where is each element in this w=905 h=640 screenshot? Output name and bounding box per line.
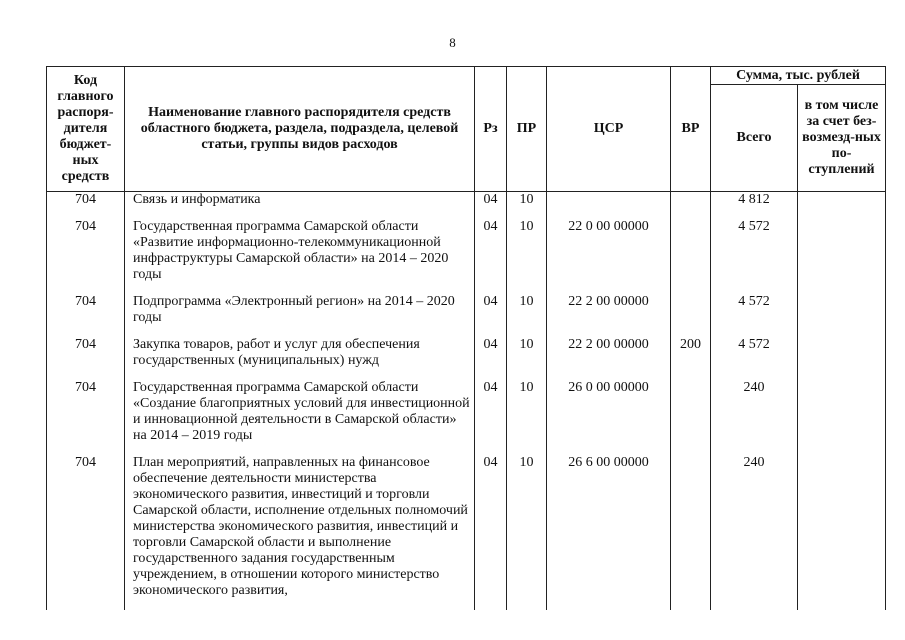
cell-code: 704 xyxy=(47,294,125,337)
header-pr: ПР xyxy=(507,67,547,192)
cell-vr xyxy=(671,294,711,337)
cell-rz: 04 xyxy=(475,337,507,380)
cell-code: 704 xyxy=(47,219,125,294)
cell-total: 4 572 xyxy=(711,219,798,294)
cell-incl xyxy=(798,380,886,455)
cell-name: Государственная программа Самарской области «Создание благоприятных условий для инвестиционной и инновационной деятельности в Самарской области» на 2014 – 2019 годы xyxy=(125,380,475,455)
cell-code: 704 xyxy=(47,455,125,610)
cell-pr: 10 xyxy=(507,294,547,337)
cell-code: 704 xyxy=(47,192,125,220)
cell-incl xyxy=(798,294,886,337)
table-row xyxy=(47,294,886,337)
header-sum-group: Сумма, тыс. рублей xyxy=(711,67,886,85)
cell-rz: 04 xyxy=(475,219,507,294)
header-rz: Рз xyxy=(475,67,507,192)
budget-table xyxy=(46,66,886,610)
cell-pr: 10 xyxy=(507,219,547,294)
cell-csr: 22 0 00 00000 xyxy=(547,219,671,294)
table-row xyxy=(47,192,886,220)
cell-pr: 10 xyxy=(507,455,547,610)
cell-csr xyxy=(547,192,671,220)
cell-pr: 10 xyxy=(507,337,547,380)
cell-name: Государственная программа Самарской области «Развитие информационно-телекоммуникационной инфраструктуры Самарской области» на 2014 – 2020 годы xyxy=(125,219,475,294)
cell-vr xyxy=(671,192,711,220)
cell-incl xyxy=(798,337,886,380)
cell-rz: 04 xyxy=(475,192,507,220)
cell-incl xyxy=(798,455,886,610)
cell-pr: 10 xyxy=(507,192,547,220)
header-vr: ВР xyxy=(671,67,711,192)
header-csr: ЦСР xyxy=(547,67,671,192)
cell-rz: 04 xyxy=(475,455,507,610)
cell-name: План мероприятий, направленных на финансовое обеспечение деятельности министерства экономического развития, инвестиций и торговли Самарской области, исполнение отдельных полномочий министерства экономического развития, инвестиций и торговли Самарской области и выполнение государственного задания государственным учреждением, в отношении которого министерство экономического развития, xyxy=(125,455,475,610)
cell-vr xyxy=(671,380,711,455)
cell-csr: 26 0 00 00000 xyxy=(547,380,671,455)
header-code: Код главного распоря-дителя бюджет-ных средств xyxy=(47,67,125,192)
cell-vr: 200 xyxy=(671,337,711,380)
cell-code: 704 xyxy=(47,380,125,455)
table-row xyxy=(47,455,886,610)
table-row xyxy=(47,380,886,455)
cell-csr: 26 6 00 00000 xyxy=(547,455,671,610)
cell-total: 240 xyxy=(711,380,798,455)
cell-csr: 22 2 00 00000 xyxy=(547,337,671,380)
table-row xyxy=(47,219,886,294)
header-incl: в том числе за счет без-возмезд-ных по-ступлений xyxy=(798,85,886,192)
cell-total: 4 812 xyxy=(711,192,798,220)
cell-name: Связь и информатика xyxy=(125,192,475,220)
header-total: Всего xyxy=(711,85,798,192)
cell-total: 4 572 xyxy=(711,294,798,337)
budget-table-frame xyxy=(46,66,885,610)
cell-incl xyxy=(798,192,886,220)
table-body xyxy=(47,192,886,611)
header-name: Наименование главного распорядителя средств областного бюджета, раздела, подраздела, целевой статьи, группы видов расходов xyxy=(125,67,475,192)
cell-code: 704 xyxy=(47,337,125,380)
cell-csr: 22 2 00 00000 xyxy=(547,294,671,337)
cell-name: Подпрограмма «Электронный регион» на 2014 – 2020 годы xyxy=(125,294,475,337)
cell-vr xyxy=(671,219,711,294)
cell-total: 240 xyxy=(711,455,798,610)
cell-pr: 10 xyxy=(507,380,547,455)
cell-total: 4 572 xyxy=(711,337,798,380)
cell-incl xyxy=(798,219,886,294)
cell-rz: 04 xyxy=(475,380,507,455)
page-number: 8 xyxy=(449,35,456,50)
cell-name: Закупка товаров, работ и услуг для обеспечения государственных (муниципальных) нужд xyxy=(125,337,475,380)
table-row xyxy=(47,337,886,380)
table-header xyxy=(47,67,886,192)
cell-rz: 04 xyxy=(475,294,507,337)
cell-vr xyxy=(671,455,711,610)
